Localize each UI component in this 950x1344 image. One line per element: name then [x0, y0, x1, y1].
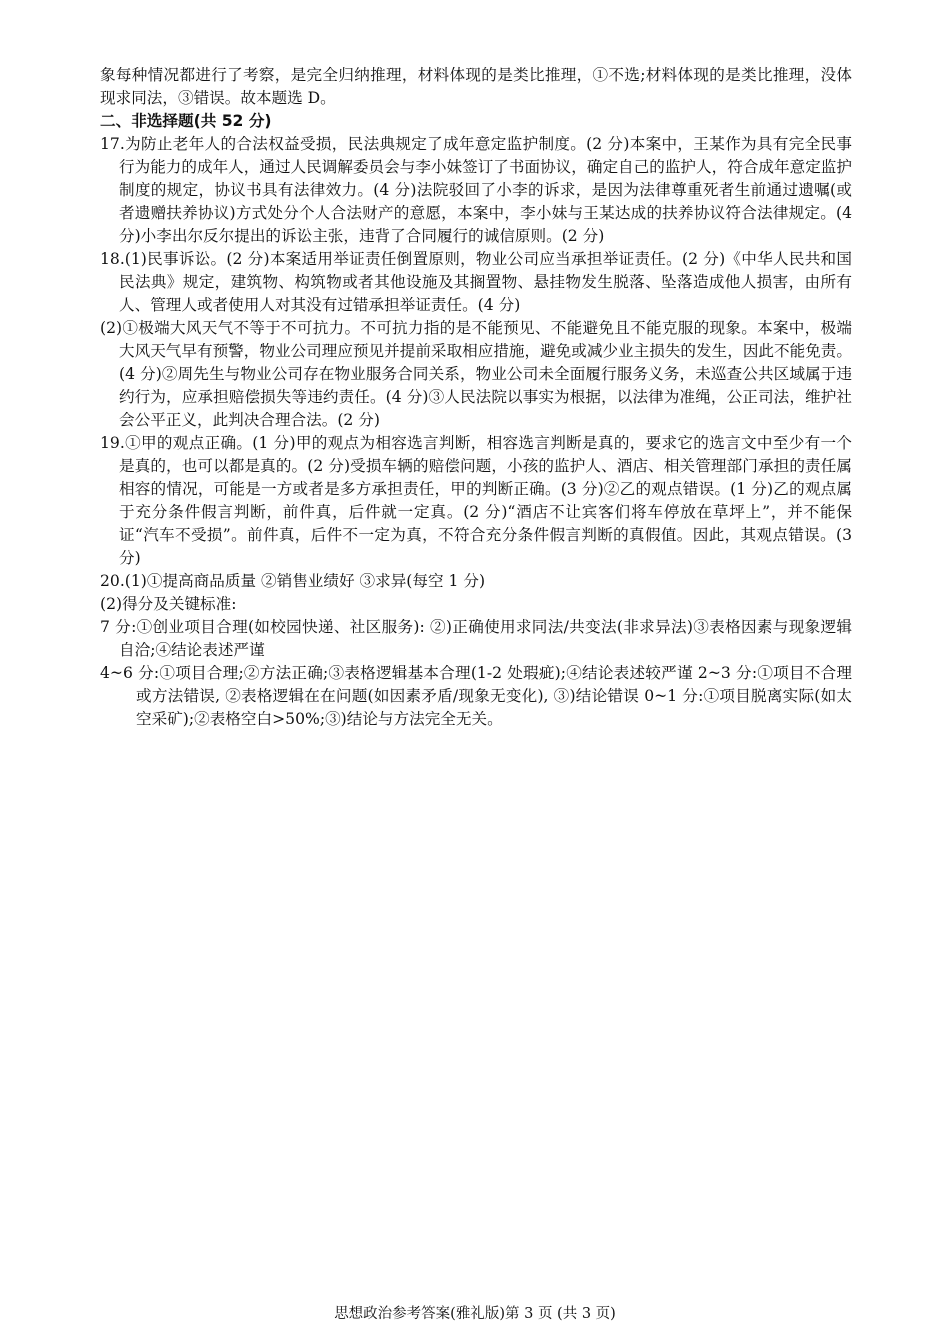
page-footer: 思想政治参考答案(雅礼版)第 3 页 (共 3 页) [334, 1306, 616, 1322]
scoring-4-6-points: 4~6 分:①项目合理;②方法正确;③表格逻辑基本合理(1-2 处瑕疵);④结论表述较严谨 2~3 分:①项目不合理或方法错误, ②表格逻辑在在问题(如因素矛盾/现象无变化), ③)结论错误 0~1 分:①项目脱离实际(如太空采矿);②表格空白>50%;③)结论与方法完全无关。 [100, 664, 852, 728]
answer-content [100, 64, 852, 731]
answer-18-part-2: (2)①极端大风天气不等于不可抗力。不可抗力指的是不能预见、不能避免且不能克服的现象。本案中，极端大风天气早有预警，物业公司理应预见并提前采取相应措施，避免或减少业主损失的发生，因此不能免责。(4 分)②周先生与物业公司存在物业服务合同关系，物业公司未全面履行服务义务，未巡查公共区域属于违约行为，应承担赔偿损失等违约责任。(4 分)③人民法院以事实为根据，以法律为准绳，公正司法，维护社会公平正义，此判决合理合法。(2 分) [100, 319, 852, 429]
answer-17: 17.为防止老年人的合法权益受损，民法典规定了成年意定监护制度。(2 分)本案中，王某作为具有完全民事行为能力的成年人，通过人民调解委员会与李小妹签订了书面协议，确定自己的监护人，符合成年意定监护制度的规定，协议书具有法律效力。(4 分)法院驳回了小李的诉求，是因为法律尊重死者生前通过遗嘱(或者遗赠扶养协议)方式处分个人合法财产的意愿，本案中，李小妹与王某达成的扶养协议符合法律规定。(4 分)小李出尔反尔提出的诉讼主张，违背了合同履行的诚信原则。(2 分) [100, 135, 852, 245]
answer-20-part-2: (2)得分及关键标准: [100, 595, 237, 613]
section-title: 二、非选择题(共 52 分) [100, 112, 272, 130]
intro-continuation: 象每种情况都进行了考察，是完全归纳推理，材料体现的是类比推理，①不选;材料体现的是类比推理，没体现求同法，③错误。故本题选 D。 [100, 66, 852, 107]
scoring-7-points: 7 分:①创业项目合理(如校园快递、社区服务): ②)正确使用求同法/共变法(非求异法)③表格因素与现象逻辑自洽;④结论表述严谨 [100, 618, 852, 659]
answer-20-part-1: 20.(1)①提高商品质量 ②销售业绩好 ③求异(每空 1 分) [100, 572, 486, 590]
answer-18-part-1: 18.(1)民事诉讼。(2 分)本案适用举证责任倒置原则，物业公司应当承担举证责任。(2 分)《中华人民共和国民法典》规定，建筑物、构筑物或者其他设施及其搁置物、悬挂物发生脱落、坠落造成他人损害，由所有人、管理人或者使用人对其没有过错承担举证责任。(4 分) [100, 250, 852, 314]
answer-19: 19.①甲的观点正确。(1 分)甲的观点为相容选言判断，相容选言判断是真的，要求它的选言文中至少有一个是真的，也可以都是真的。(2 分)受损车辆的赔偿问题，小孩的监护人、酒店、相关管理部门承担的责任属相容的情况，可能是一方或者是多方承担责任，甲的判断正确。(3 分)②乙的观点错误。(1 分)乙的观点属于充分条件假言判断，前件真，后件就一定真。(2 分)“酒店不让宾客们将车停放在草坪上”，并不能保证“汽车不受损”。前件真，后件不一定为真，不符合充分条件假言判断的真假值。因此，其观点错误。(3 分) [100, 434, 852, 567]
